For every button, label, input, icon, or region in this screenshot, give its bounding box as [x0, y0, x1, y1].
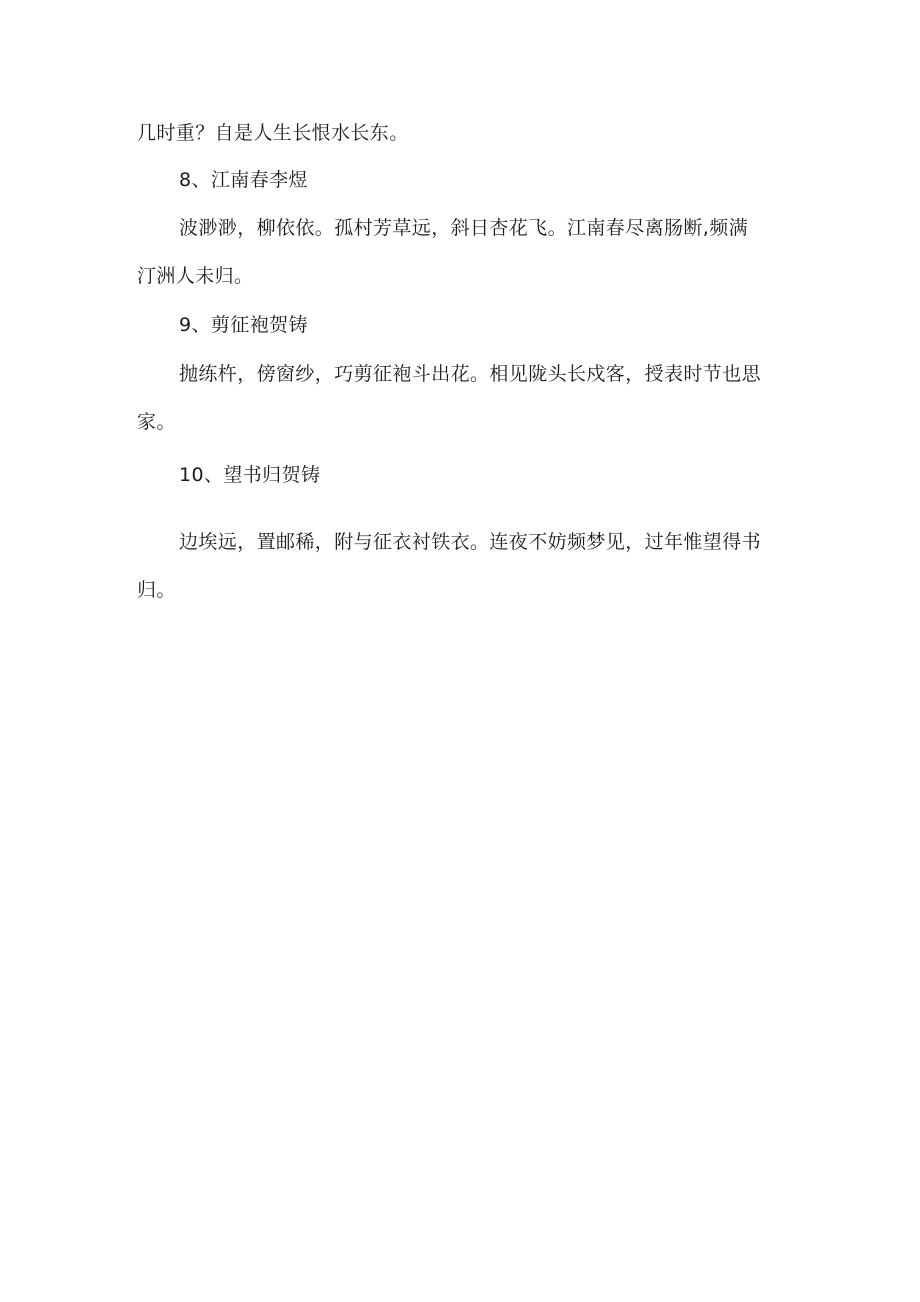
- poem-title-9: 9、剪征袍贺铸: [179, 314, 308, 336]
- poem-9-line-2: 家。: [137, 411, 176, 433]
- poem-10-line-1: 边埃远，置邮稀，附与征衣衬铁衣。连夜不妨频梦见，过年惟望得书: [179, 531, 762, 553]
- poem-title-8: 8、江南春李煜: [179, 169, 308, 191]
- poem-title-10: 10、望书归贺铸: [179, 464, 321, 486]
- poem-8-line-1: 波渺渺，柳依依。孤村芳草远，斜日杏花飞。江南春尽离肠断,频满: [179, 217, 749, 239]
- poem-10-line-2: 归。: [137, 579, 176, 601]
- poem-8-line-2: 汀洲人未归。: [137, 265, 254, 287]
- poem-continuation-line: 几时重？自是人生长恨水长东。: [137, 122, 409, 144]
- poem-9-line-1: 抛练杵，傍窗纱，巧剪征袍斗出花。相见陇头长戍客，授表时节也思: [179, 363, 762, 385]
